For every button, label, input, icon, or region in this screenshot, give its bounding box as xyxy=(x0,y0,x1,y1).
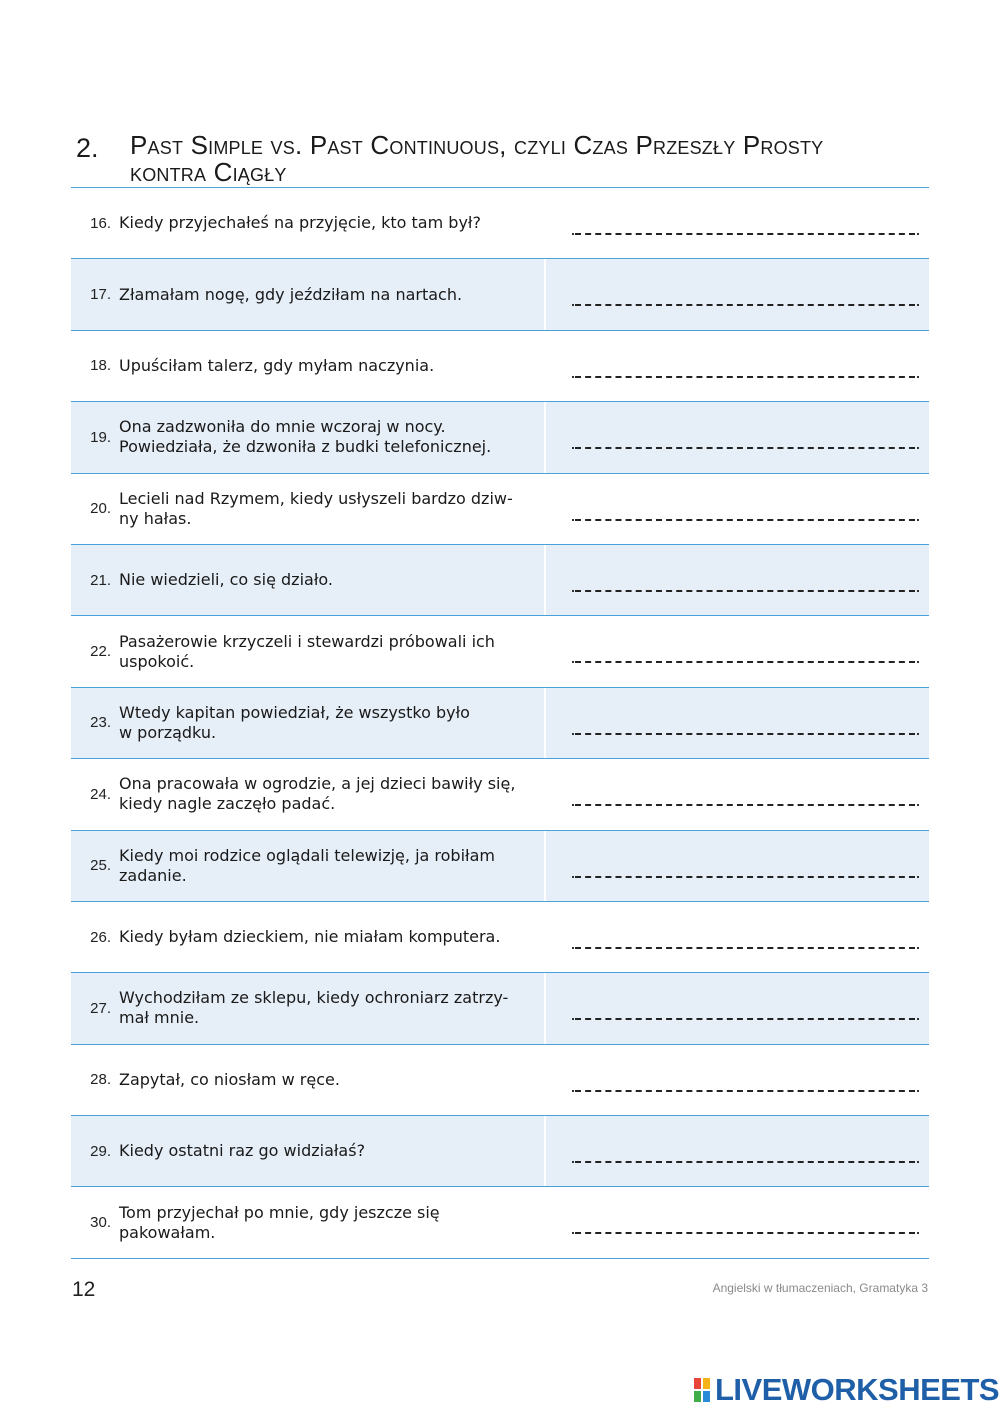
polish-sentence-cell xyxy=(119,474,544,544)
exercise-row xyxy=(71,973,929,1044)
logo-square xyxy=(694,1378,701,1389)
logo-square xyxy=(703,1378,710,1389)
column-divider xyxy=(544,1045,546,1115)
answer-blank[interactable] xyxy=(575,1017,915,1020)
row-number: 17. xyxy=(90,286,111,304)
exercise-row xyxy=(71,688,929,759)
column-divider xyxy=(544,902,546,972)
row-number: 21. xyxy=(90,571,111,589)
polish-sentence: Ona pracowała w ogrodzie, a jej dzieci bawiły się, kiedy nagle zaczęło padać. xyxy=(119,774,516,814)
exercise-row xyxy=(71,474,929,545)
polish-sentence-cell xyxy=(119,331,544,401)
answer-blank[interactable] xyxy=(575,803,915,806)
polish-sentence-cell xyxy=(119,616,544,686)
polish-sentence-cell xyxy=(119,902,544,972)
column-divider xyxy=(544,973,546,1043)
answer-blank[interactable] xyxy=(575,946,915,949)
answer-blank[interactable] xyxy=(575,1160,915,1163)
row-number: 27. xyxy=(90,999,111,1017)
exercise-row xyxy=(71,1116,929,1187)
row-number: 30. xyxy=(90,1214,111,1232)
logo-square xyxy=(703,1391,710,1402)
column-divider xyxy=(544,688,546,758)
polish-sentence: Wychodziłam ze sklepu, kiedy ochroniarz zatrzy- mał mnie. xyxy=(119,988,509,1028)
polish-sentence-cell xyxy=(119,688,544,758)
exercise-row xyxy=(71,331,929,402)
exercise-number: 2. xyxy=(76,133,99,163)
page-number: 12 xyxy=(72,1278,96,1301)
row-number: 26. xyxy=(90,928,111,946)
answer-blank[interactable] xyxy=(575,303,915,306)
row-number: 19. xyxy=(90,428,111,446)
exercise-row xyxy=(71,759,929,830)
polish-sentence: Złamałam nogę, gdy jeździłam na nartach. xyxy=(119,284,463,304)
polish-sentence-cell xyxy=(119,188,544,258)
polish-sentence: Lecieli nad Rzymem, kiedy usłyszeli bardzo dziw- ny hałas. xyxy=(119,488,513,528)
polish-sentence-cell xyxy=(119,831,544,901)
column-divider xyxy=(544,474,546,544)
polish-sentence-cell xyxy=(119,402,544,472)
answer-blank[interactable] xyxy=(575,875,915,878)
exercise-title xyxy=(130,132,930,186)
polish-sentence: Kiedy ostatni raz go widziałaś? xyxy=(119,1141,366,1161)
exercise-row xyxy=(71,1187,929,1258)
polish-sentence-cell xyxy=(119,1187,544,1257)
polish-sentence-cell xyxy=(119,1045,544,1115)
polish-sentence: Ona zadzwoniła do mnie wczoraj w nocy. Powiedziała, że dzwoniła z budki telefonicznej. xyxy=(119,417,492,457)
liveworksheets-logo-icon xyxy=(694,1377,712,1403)
row-number: 16. xyxy=(90,214,111,232)
row-number: 28. xyxy=(90,1071,111,1089)
column-divider xyxy=(544,331,546,401)
answer-blank[interactable] xyxy=(575,1089,915,1092)
book-credit: Angielski w tłumaczeniach, Gramatyka 3 xyxy=(712,1281,928,1295)
polish-sentence: Tom przyjechał po mnie, gdy jeszcze się pakowałam. xyxy=(119,1202,440,1242)
column-divider xyxy=(544,1116,546,1186)
column-divider xyxy=(544,402,546,472)
column-divider xyxy=(544,259,546,329)
exercise-row xyxy=(71,259,929,330)
column-divider xyxy=(544,831,546,901)
polish-sentence: Nie wiedzieli, co się działo. xyxy=(119,570,333,590)
column-divider xyxy=(544,545,546,615)
row-number: 18. xyxy=(90,357,111,375)
exercise-row xyxy=(71,188,929,259)
column-divider xyxy=(544,1187,546,1257)
answer-blank[interactable] xyxy=(575,589,915,592)
polish-sentence: Wtedy kapitan powiedział, że wszystko było w porządku. xyxy=(119,702,470,742)
liveworksheets-brand[interactable] xyxy=(694,1372,1000,1407)
answer-blank[interactable] xyxy=(575,660,915,663)
exercise-title-line-1: Past Simple vs. Past Continuous, czyli Czas Przeszły Prosty xyxy=(130,130,824,160)
polish-sentence-cell xyxy=(119,1116,544,1186)
exercise-row xyxy=(71,402,929,473)
polish-sentence: Zapytał, co niosłam w ręce. xyxy=(119,1069,340,1089)
polish-sentence: Upuściłam talerz, gdy myłam naczynia. xyxy=(119,355,435,375)
polish-sentence-cell xyxy=(119,759,544,829)
brand-wordmark: LIVEWORKSHEETS xyxy=(715,1372,1000,1407)
logo-square xyxy=(694,1391,701,1402)
exercise-row xyxy=(71,831,929,902)
column-divider xyxy=(544,759,546,829)
answer-blank[interactable] xyxy=(575,1231,915,1234)
row-number: 25. xyxy=(90,857,111,875)
row-number: 29. xyxy=(90,1142,111,1160)
polish-sentence: Kiedy byłam dzieckiem, nie miałam komputera. xyxy=(119,927,501,947)
row-number: 20. xyxy=(90,500,111,518)
answer-blank[interactable] xyxy=(575,375,915,378)
exercise-row xyxy=(71,1045,929,1116)
answer-blank[interactable] xyxy=(575,732,915,735)
answer-blank[interactable] xyxy=(575,446,915,449)
column-divider xyxy=(544,188,546,258)
polish-sentence-cell xyxy=(119,259,544,329)
polish-sentence: Kiedy przyjechałeś na przyjęcie, kto tam był? xyxy=(119,213,481,233)
exercise-row xyxy=(71,616,929,687)
polish-sentence-cell xyxy=(119,973,544,1043)
answer-blank[interactable] xyxy=(575,232,915,235)
row-number: 22. xyxy=(90,643,111,661)
row-number: 24. xyxy=(90,785,111,803)
column-divider xyxy=(544,616,546,686)
row-number: 23. xyxy=(90,714,111,732)
exercise-row xyxy=(71,545,929,616)
exercise-row xyxy=(71,902,929,973)
exercise-title-line-2: kontra Ciągły xyxy=(130,157,287,187)
answer-blank[interactable] xyxy=(575,518,915,521)
polish-sentence-cell xyxy=(119,545,544,615)
polish-sentence: Pasażerowie krzyczeli i stewardzi próbowali ich uspokoić. xyxy=(119,631,495,671)
translation-table xyxy=(71,187,929,1259)
polish-sentence: Kiedy moi rodzice oglądali telewizję, ja robiłam zadanie. xyxy=(119,845,495,885)
